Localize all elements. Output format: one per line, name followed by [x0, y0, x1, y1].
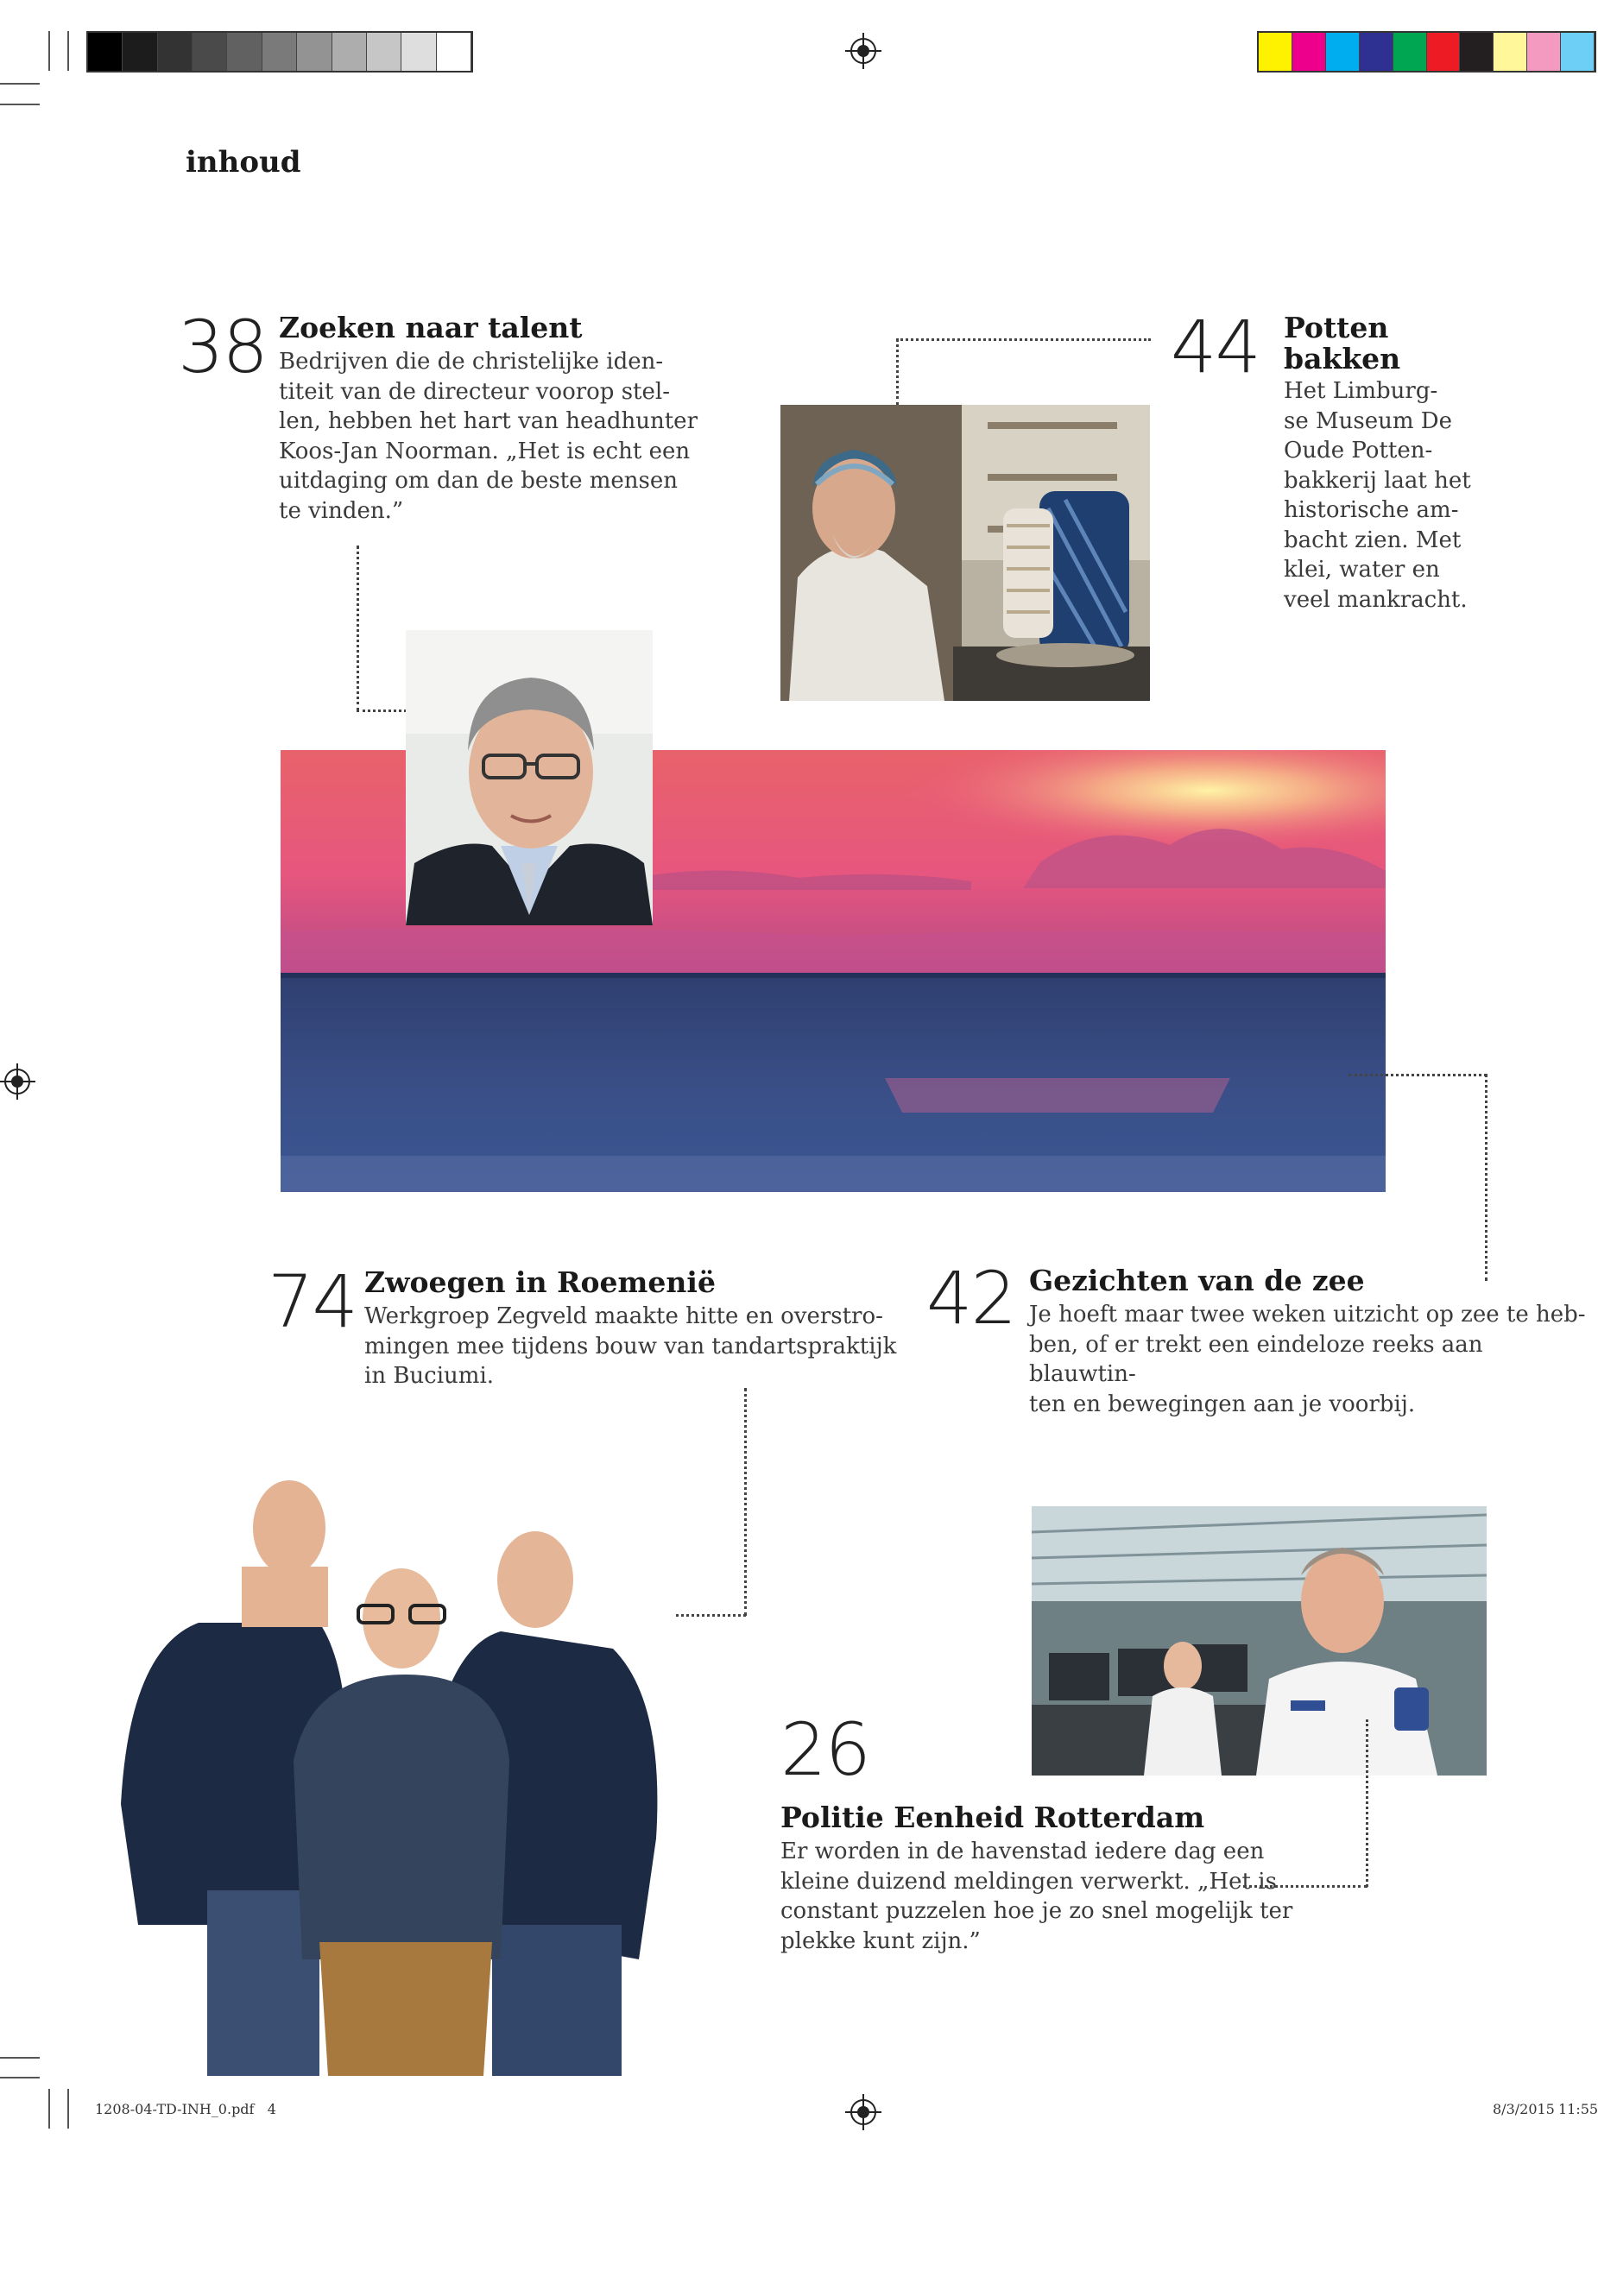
calibration-swatch	[1561, 33, 1595, 71]
crop-mark	[48, 2089, 50, 2129]
registration-mark-icon	[4, 1069, 30, 1094]
connector-line	[896, 338, 1151, 341]
crop-mark	[0, 2057, 40, 2059]
article-page-number: 42	[926, 1256, 1015, 1340]
connector-line	[896, 338, 899, 406]
calibration-swatch	[227, 33, 262, 71]
section-label: inhoud	[186, 145, 301, 180]
article-title: Gezichten van de zee	[1029, 1264, 1365, 1297]
color-calibration-bar	[1257, 31, 1596, 73]
grayscale-calibration-bar	[86, 31, 473, 73]
working-group-photo	[112, 1476, 673, 2076]
police-control-room-photo	[1032, 1506, 1487, 1776]
crop-mark	[0, 2077, 40, 2078]
connector-line	[1349, 1074, 1487, 1076]
article-summary: Het Limburg- se Museum De Oude Potten- bakkerij laat het historische am- bacht zien. Met klei, water en veel mankracht.	[1284, 378, 1471, 613]
connector-line	[357, 546, 359, 711]
pottery-photo	[780, 405, 1150, 701]
article-title: Potten bakken	[1284, 311, 1401, 375]
pottery-illustration	[780, 405, 1150, 701]
calibration-swatch	[1360, 33, 1393, 71]
calibration-swatch	[1460, 33, 1494, 71]
article-title: Politie Eenheid Rotterdam	[780, 1801, 1205, 1834]
calibration-swatch	[262, 33, 297, 71]
calibration-swatch	[1326, 33, 1360, 71]
crop-mark	[48, 31, 50, 71]
print-slug-time: 11:55	[1558, 2101, 1598, 2117]
connector-line	[1243, 1885, 1367, 1888]
article-page-number: 44	[1171, 305, 1260, 389]
control-room-illustration	[1032, 1506, 1487, 1776]
connector-line	[1366, 1719, 1368, 1887]
crop-mark	[67, 2089, 69, 2129]
connector-line	[744, 1388, 747, 1616]
calibration-swatch	[367, 33, 401, 71]
calibration-swatch	[437, 33, 471, 71]
article-title: Zoeken naar talent	[279, 311, 583, 344]
article-summary: Je hoeft maar twee weken uitzicht op zee te heb- ben, of er trekt een eindeloze reeks aan blauwtin- ten en bewegingen aan je voorbij.	[1029, 1302, 1586, 1417]
calibration-swatch	[1527, 33, 1561, 71]
calibration-swatch	[88, 33, 123, 71]
crop-mark	[0, 104, 40, 105]
print-slug-filename: 1208-04-TD-INH_0.pdf 4	[95, 2101, 276, 2117]
calibration-swatch	[1393, 33, 1427, 71]
article-page-number: 74	[268, 1259, 357, 1344]
crop-mark	[67, 31, 69, 71]
calibration-swatch	[1292, 33, 1326, 71]
calibration-swatch	[332, 33, 367, 71]
article-summary: Er worden in de havenstad iedere dag een kleine duizend meldingen verwerkt. „Het is constant puzzelen hoe je zo snel mogelijk ter plekke kunt zijn.”	[780, 1839, 1293, 1954]
headhunter-portrait-photo	[406, 630, 653, 925]
article-summary: Werkgroep Zegveld maakte hitte en overstro- mingen mee tijdens bouw van tandartspraktijk in Buciumi.	[364, 1303, 897, 1389]
group-illustration	[112, 1476, 673, 2076]
portrait-illustration	[406, 630, 653, 925]
calibration-swatch	[123, 33, 157, 71]
calibration-swatch	[158, 33, 193, 71]
print-slug-date: 8/3/2015	[1493, 2101, 1555, 2117]
calibration-swatch	[297, 33, 332, 71]
registration-mark-icon	[850, 38, 876, 64]
calibration-swatch	[193, 33, 227, 71]
connector-line	[1485, 1074, 1487, 1281]
calibration-swatch	[1494, 33, 1527, 71]
registration-mark-icon	[850, 2099, 876, 2125]
calibration-swatch	[1259, 33, 1292, 71]
article-title: Zwoegen in Roemenië	[364, 1265, 716, 1299]
crop-mark	[0, 83, 40, 85]
calibration-swatch	[1427, 33, 1461, 71]
article-summary: Bedrijven die de christelijke iden- titeit van de directeur voorop stel- len, hebben het hart van headhunter Koos-Jan Noorman. „Het is echt een uitdaging om dan de beste mensen te vinden.”	[279, 349, 698, 524]
calibration-swatch	[401, 33, 436, 71]
article-page-number: 38	[178, 305, 267, 389]
article-page-number: 26	[780, 1707, 869, 1792]
